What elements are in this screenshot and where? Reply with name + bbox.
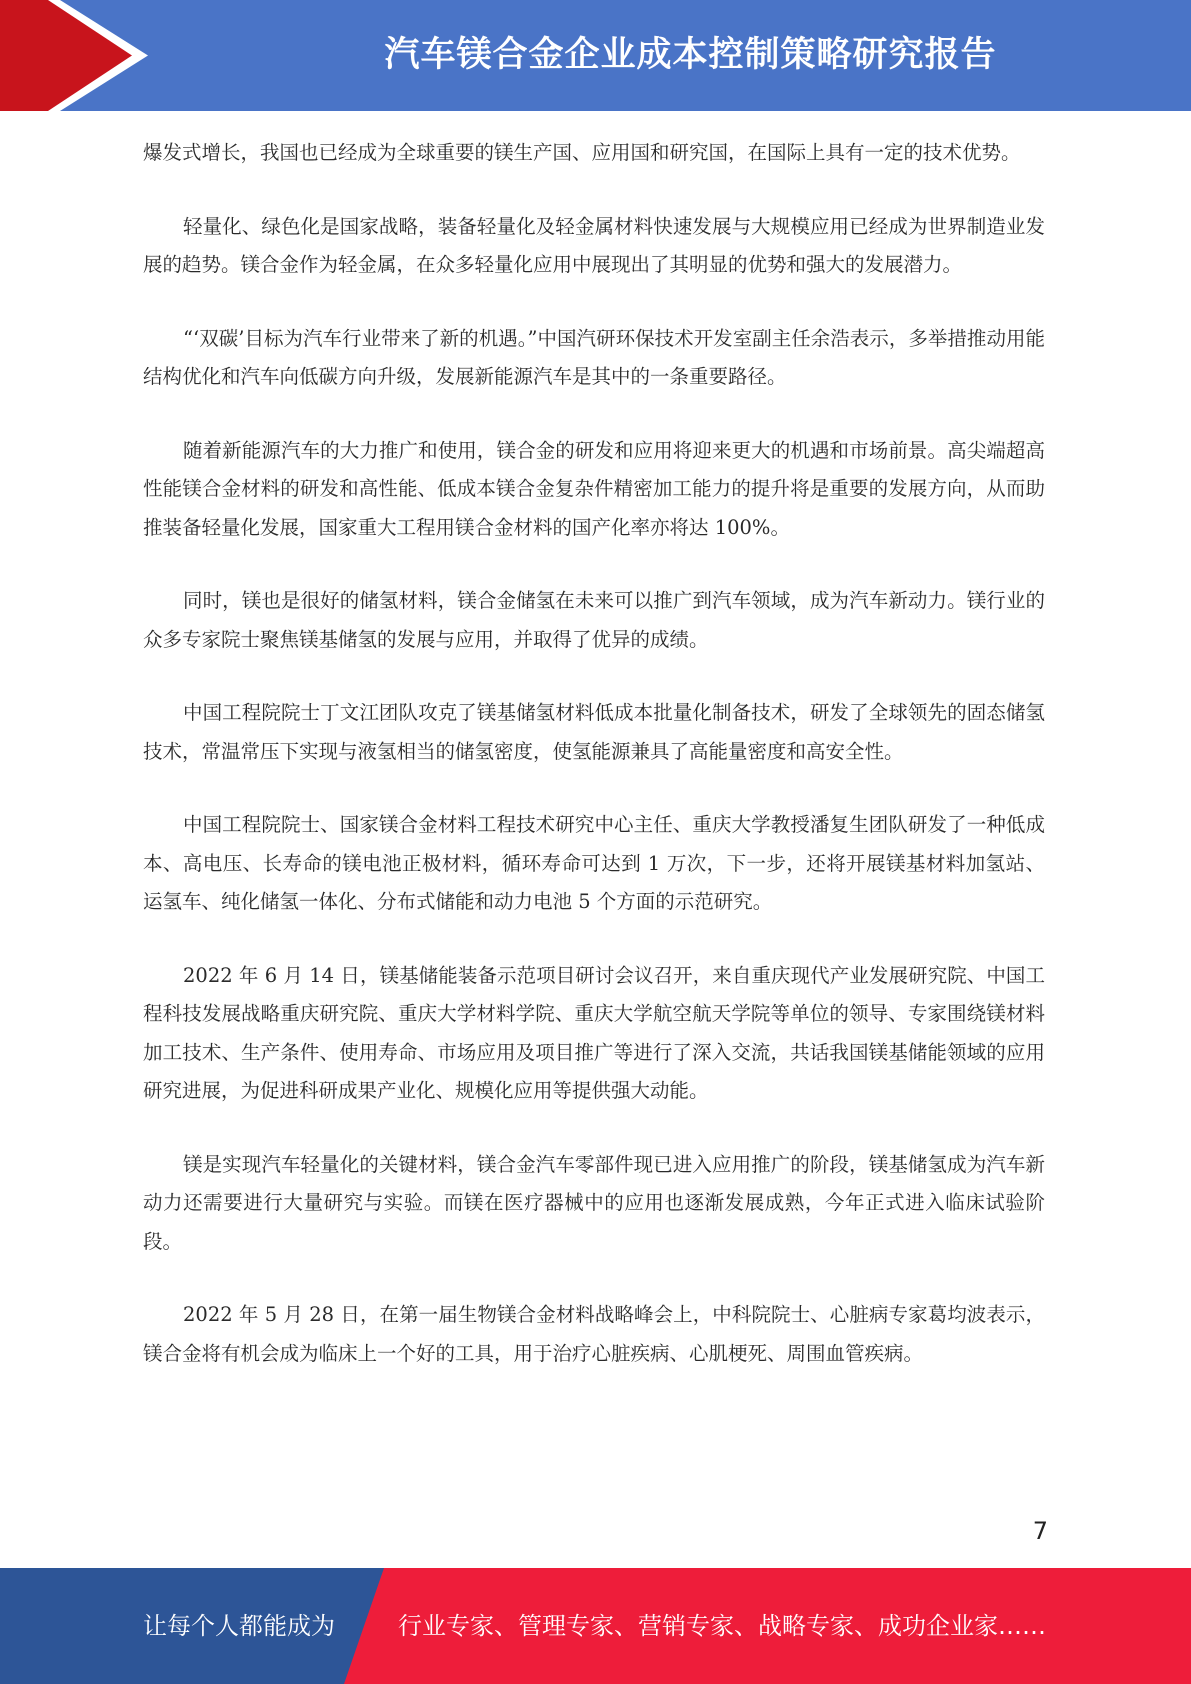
page-number: 7 <box>1032 1517 1048 1545</box>
header-chevron-icon <box>0 0 160 111</box>
paragraph-8: 2022 年 6 月 14 日，镁基储能装备示范项目研讨会议召开，来自重庆现代产业发展研究院、中国工程科技发展战略重庆研究院、重庆大学材料学院、重庆大学航空航天学院等单位的领导、专家围绕镁材料加工技术、生产条件、使用寿命、市场应用及项目推广等进行了深入交流，共话我国镁基储能领域的应用研究进展，为促进科研成果产业化、规模化应用等提供强大动能。 <box>143 963 1045 1102</box>
paragraph-5: 同时，镁也是很好的储氢材料，镁合金储氢在未来可以推广到汽车领域，成为汽车新动力。镁行业的众多专家院士聚焦镁基储氢的发展与应用，并取得了优异的成绩。 <box>143 589 1045 651</box>
paragraph-2: 轻量化、绿色化是国家战略，装备轻量化及轻金属材料快速发展与大规模应用已经成为世界制造业发展的趋势。镁合金作为轻金属，在众多轻量化应用中展现出了其明显的优势和强大的发展潜力。 <box>143 214 1045 276</box>
paragraph-6: 中国工程院院士丁文江团队攻克了镁基储氢材料低成本批量化制备技术，研发了全球领先的固态储氢技术，常温常压下实现与液氢相当的储氢密度，使氢能源兼具了高能量密度和高安全性。 <box>143 701 1045 763</box>
paragraph-7: 中国工程院院士、国家镁合金材料工程技术研究中心主任、重庆大学教授潘复生团队研发了一种低成本、高电压、长寿命的镁电池正极材料，循环寿命可达到 1 万次，下一步，还将开展镁基材料加氢站、运氢车、纯化储氢一体化、分布式储能和动力电池 5 个方面的示范研究。 <box>143 813 1045 913</box>
paragraph-9: 镁是实现汽车轻量化的关键材料，镁合金汽车零部件现已进入应用推广的阶段，镁基储氢成为汽车新动力还需要进行大量研究与实验。而镁在医疗器械中的应用也逐渐发展成熟，今年正式进入临床试验阶段。 <box>143 1152 1045 1253</box>
paragraph-1: 爆发式增长，我国也已经成为全球重要的镁生产国、应用国和研究国，在国际上具有一定的技术优势。 <box>143 141 1021 164</box>
paragraph-3: “‘双碳’目标为汽车行业带来了新的机遇。”中国汽研环保技术开发室副主任余浩表示，多举措推动用能结构优化和汽车向低碳方向升级，发展新能源汽车是其中的一条重要路径。 <box>143 326 1045 388</box>
article-body <box>143 134 1045 1408</box>
footer-slogan-left: 让每个人都能成为 <box>143 1612 335 1640</box>
page-footer <box>0 1568 1191 1684</box>
paragraph-10: 2022 年 5 月 28 日，在第一届生物镁合金材料战略峰会上，中科院院士、心脏病专家葛均波表示，镁合金将有机会成为临床上一个好的工具，用于治疗心脏疾病、心肌梗死、周围血管疾病。 <box>143 1303 1045 1365</box>
report-title: 汽车镁合金企业成本控制策略研究报告 <box>384 35 997 75</box>
page-header <box>0 0 1191 111</box>
paragraph-4: 随着新能源汽车的大力推广和使用，镁合金的研发和应用将迎来更大的机遇和市场前景。高尖端超高性能镁合金材料的研发和高性能、低成本镁合金复杂件精密加工能力的提升将是重要的发展方向，从而助推装备轻量化发展，国家重大工程用镁合金材料的国产化率亦将达 100%。 <box>143 438 1045 539</box>
footer-slogan-right: 行业专家、管理专家、营销专家、战略专家、成功企业家…… <box>398 1612 1046 1640</box>
